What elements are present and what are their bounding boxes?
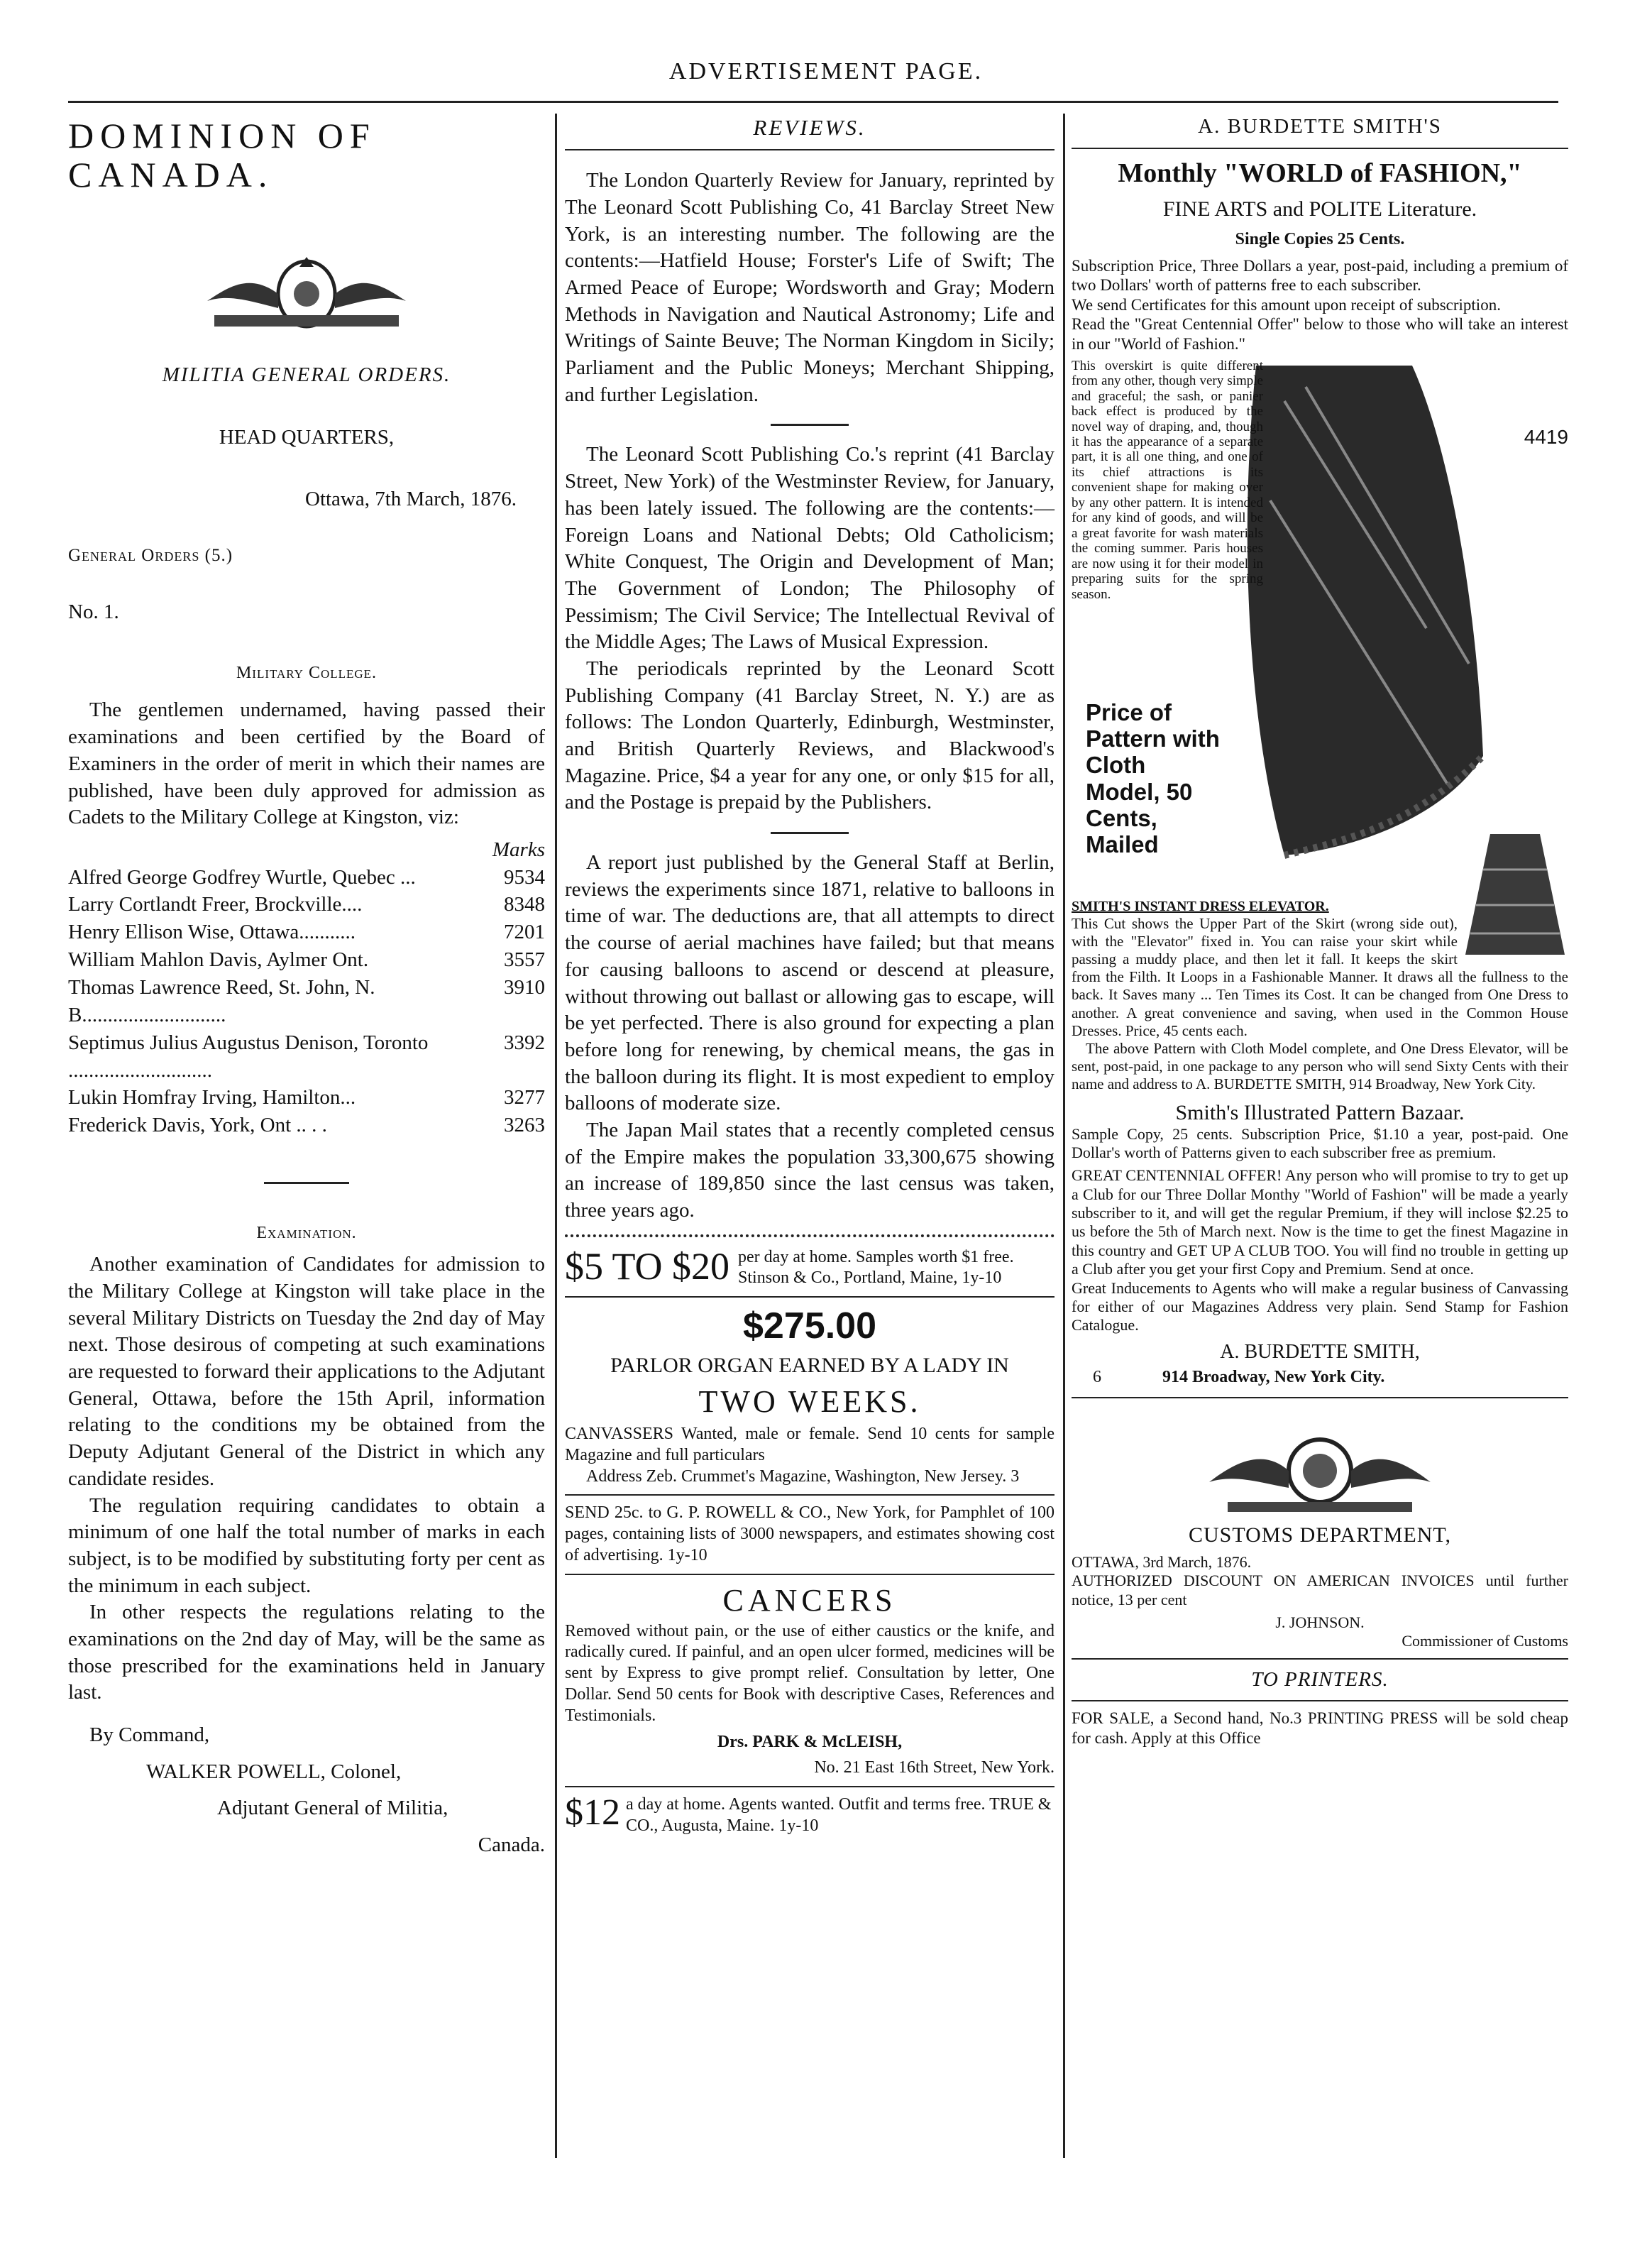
footnote-number: 6 <box>1093 1367 1101 1386</box>
customs-signer-role: Commissioner of Customs <box>1402 1632 1568 1650</box>
section-rule <box>1072 1658 1568 1660</box>
overskirt-ad <box>1072 358 1568 898</box>
pattern-offer: The above Pattern with Cloth Model complete, and One Dress Elevator, will be sent, post-paid, in one package to any person who will send Sixty Cents with their name and address to A. BURDETTE SMITH, 914 Broadway, New York City. <box>1072 1039 1568 1093</box>
printers-title: TO PRINTERS. <box>1251 1667 1389 1691</box>
customs-date: OTTAWA, 3rd March, 1876. <box>1072 1552 1252 1571</box>
review-westminster: The Leonard Scott Publishing Co.'s reprint (41 Barclay Street, New York) of the Westminster Review, for January, has been lately issued. The following are the contents:—Foreign Loans and National Debts; Old Catholicism; White Conquest, The Origin and Development of Man; The Government of London; The Philosophy of Pessimism; The Civil Service; The Intellectual Revival of the Middle Ages; The Laws of Musical Expression. <box>565 443 1054 654</box>
ad-five-to-twenty-amount: $5 TO $20 <box>565 1246 730 1288</box>
signer-name: WALKER POWELL, Colonel, <box>146 1760 402 1783</box>
cancers-address: No. 21 East 16th Street, New York. <box>814 1758 1054 1777</box>
table-row: Thomas Lawrence Reed, St. John, N. B............................ 3910 <box>68 976 545 1026</box>
smith-signature: A. BURDETTE SMITH, <box>1220 1340 1420 1363</box>
organ-ad-line1: PARLOR ORGAN EARNED BY A LADY IN <box>610 1354 1009 1378</box>
dress-elevator-body: This Cut shows the Upper Part of the Skirt (wrong side out), with the "Elevator" fixed in. You can raise your skirt while passing a muddy place, and then let it fall. It keeps the skirt from the Filth. It Loops in a Fashionable Manner. It draws all the fullness to the back. It Saves many ... Ten Times its Cost. It can be changed from One Dress to another. A great convenience and saving, when used in the Common House Dresses. Price, 45 cents each. <box>1072 914 1568 1039</box>
customs-notice: AUTHORIZED DISCOUNT ON AMERICAN INVOICES until further notice, 13 per cent <box>1072 1572 1568 1608</box>
organ-ad-amount: $275.00 <box>743 1305 876 1347</box>
review-japan-census: The Japan Mail states that a recently completed census of the Empire makes the population 33,300,675 showing an increase of 189,850 since the last census was taken, three years ago. <box>565 1118 1054 1222</box>
ad-five-to-twenty <box>565 1247 1054 1290</box>
customs-body <box>1072 1572 1568 1609</box>
order-number: No. 1. <box>68 600 119 623</box>
smith-address-line <box>1072 1368 1568 1387</box>
certificates-note: We send Certificates for this amount upon receipt of subscription. <box>1072 295 1501 314</box>
review-london-quarterly: The London Quarterly Review for January, reprinted by The Leonard Scott Publishing Co, 41 Barclay Street New York, is an interesting number. The following are the contents:—Hatfield House; Forster's Life of Swift; The Armed Peace of Europe; Wordsworth and Gray; Modern Methods in Navigation and Nautical Astronomy; Life and Writings of Sainte Beuve; The Norman Kingdom in Sicily; Parliament and the Public Moneys; Merchant Shipping, and further Legislation. <box>565 169 1054 406</box>
smith-title: A. BURDETTE SMITH'S <box>1198 115 1442 138</box>
table-row: Septimus Julius Augustus Denison, Toronto ............................ 3392 <box>68 1031 545 1082</box>
exam-paragraph-3: In other respects the regulations relating to the examinations on the 2nd day of May, will be the same as those prescribed for the examinations held in January last. <box>68 1601 545 1704</box>
agents-notice: Great Inducements to Agents who will make a regular business of Canvassing for either of our Magazines Address very plain. Send Stamp for Fashion Catalogue. <box>1072 1278 1568 1334</box>
magazine-title: Monthly "WORLD of FASHION," <box>1118 158 1522 188</box>
head-quarters: HEAD QUARTERS, <box>219 425 395 449</box>
marks-label: Marks <box>492 838 545 861</box>
signer-role: Adjutant General of Militia, <box>217 1797 448 1820</box>
general-orders: General Orders (5.) <box>68 546 233 566</box>
page-header: ADVERTISEMENT PAGE. <box>668 58 984 84</box>
dress-elevator-heading: SMITH'S INSTANT DRESS ELEVATOR. <box>1072 898 1329 914</box>
table-row: Alfred George Godfrey Wurtle, Quebec ... 9534 <box>68 865 545 889</box>
examination-heading: Examination. <box>256 1224 357 1243</box>
military-college-heading: Military College. <box>236 664 378 683</box>
signer-country: Canada. <box>478 1833 545 1857</box>
table-row: Lukin Homfray Irving, Hamilton... 3277 <box>68 1086 545 1109</box>
exam-paragraph-2: The regulation requiring candidates to obtain a minimum of one half the total number of marks in each subject, is to be modified by substituting forty per cent as the minimum in each subject. <box>68 1493 545 1597</box>
smith-address: 914 Broadway, New York City. <box>1162 1367 1385 1386</box>
ad-rule <box>565 1786 1054 1787</box>
ad-divider <box>565 1234 1054 1237</box>
organ-ad-address: Address Zeb. Crummet's Magazine, Washington, New Jersey. 3 <box>586 1467 1020 1486</box>
dress-elevator-ad <box>1072 898 1568 1094</box>
cadet-marks-table <box>68 864 545 1140</box>
by-command: By Command, <box>89 1723 210 1747</box>
title-rule <box>1072 148 1568 149</box>
centennial-offer: GREAT CENTENNIAL OFFER! Any person who will promise to try to get up a Club for our Three Dollar Monthy "World of Fashion" will be made a yearly subscriber to it, and will get the regular Premium, if they will inclose $2.25 to us before the 5th of March next. Now is the time to get the finest Magazine in this country and GET UP A CLUB TOO. You will find no trouble in getting up a Club after you get your first Copy and Premium. Send at once. <box>1072 1166 1568 1278</box>
single-copies: Single Copies 25 Cents. <box>1235 229 1405 248</box>
figure-number: 4419 <box>1524 425 1568 448</box>
dress-elevator-illustration <box>1462 827 1568 962</box>
review-periodicals: The periodicals reprinted by the Leonard Scott Publishing Company (41 Barclay Street, N. Y.) are as follows: The London Quarterly, Edinburgh, Westminster, and British Quarterly Reviews, and Blackwood's Magazine. Price, $4 a year for any one, or only $15 for all, and the Postage is prepaid by the Publishers. <box>565 657 1054 814</box>
magazine-subtitle: FINE ARTS and POLITE Literature. <box>1162 197 1477 221</box>
ad-twelve-amount: $12 <box>565 1794 620 1833</box>
header-rule <box>68 101 1558 103</box>
pattern-price: Price of Pattern with Cloth Model, 50 Cents, Mailed <box>1086 698 1220 858</box>
ad-five-to-twenty-text: per day at home. Samples worth $1 free. Stinson & Co., Portland, Maine, 1y-10 <box>738 1247 1014 1288</box>
overskirt-description: This overskirt is quite different from any other, though very simple and graceful; the sash, or panier back effect is produced by the novel way of draping, and, though it has the appearance of a separate part, it is all one thing, and one of its chief attractions is its convenient shape for making over by any other pattern. It is intended for any kind of goods, and will be a great favorite for wash materials the coming summer. Paris houses are now using it for their model in preparing suits for the spring season. <box>1072 358 1263 602</box>
title-rule <box>565 149 1054 150</box>
cancers-body: Removed without pain, or the use of either caustics or the knife, and radically cured. If painful, and an open ulcer formed, medicines will be sent by Express to give prompt relief. Consultation by letter, One Dollar. Send 50 cents for Book with descriptive Cases, References and Testimonials. <box>565 1621 1054 1725</box>
customs-signer: J. JOHNSON. <box>1275 1613 1365 1631</box>
review-divider <box>771 424 849 426</box>
column-reviews <box>565 114 1054 1836</box>
subscription-price: Subscription Price, Three Dollars a year, post-paid, including a premium of two Dollars' worth of patterns free to each subscriber. <box>1072 256 1568 295</box>
orders-date: Ottawa, 7th March, 1876. <box>305 488 517 511</box>
intro-paragraph: The gentlemen undernamed, having passed their examinations and been certified by the Board of Examiners in the order of merit in which their names are published, have been duly approved for admission as Cadets to the Military College at Kingston, viz: <box>68 698 545 829</box>
review-balloons: A report just published by the General Staff at Berlin, reviews the experiments since 1871, relative to balloons in time of war. The deductions are, that all attempts to direct the course of aerial machines have failed; but that means for causing balloons to ascend or descend at pleasure, without throwing out ballast or allowing gas to escape, will be yet perfected. There is also ground for expecting a plan before long for renewing, by chemical means, the gas in the balloon during its flight. It is most expedient to employ balloons of moderate size. <box>565 851 1054 1115</box>
section-rule <box>1072 1700 1568 1701</box>
table-row: Frederick Davis, York, Ont .. . . 3263 <box>68 1114 545 1137</box>
column-militia <box>68 114 545 1859</box>
centennial-note: Read the "Great Centennial Offer" below to those who will take an interest in our "World of Fashion." <box>1072 315 1568 353</box>
printers-body: FOR SALE, a Second hand, No.3 PRINTING PRESS will be sold cheap for cash. Apply at this Office <box>1072 1709 1568 1748</box>
pattern-bazaar-body: Sample Copy, 25 cents. Subscription Price, $1.10 a year, post-paid. One Dollar's worth of Patterns given to each subscriber free as premium. <box>1072 1124 1568 1161</box>
exam-paragraph-1: Another examination of Candidates for admission to the Military College at Kingston will take place in the several Military Districts on Tuesday the 2nd day of May next. Those desirous of competing at such examinations are requested to forward their applications to the Adjutant General, Ottawa, before the 15th April, information relating to the conditions my be obtained from the Deputy Adjutant General of the District in which any candidate resides. <box>68 1253 545 1490</box>
organ-ad-line2: TWO WEEKS. <box>698 1384 921 1420</box>
ad-rule <box>565 1574 1054 1575</box>
table-row: Henry Ellison Wise, Ottawa........... 7201 <box>68 921 545 944</box>
royal-arms-emblem <box>1199 1427 1441 1519</box>
ad-twelve-text: a day at home. Agents wanted. Outfit and terms free. TRUE & CO., Augusta, Maine. 1y-10 <box>626 1794 1052 1835</box>
reviews-title: REVIEWS. <box>753 115 866 140</box>
coat-of-arms-emblem <box>200 244 413 336</box>
ad-rule <box>565 1494 1054 1496</box>
organ-ad-body: CANVASSERS Wanted, male or female. Send 10 cents for sample Magazine and full particulars <box>565 1425 1054 1464</box>
column-divider-1 <box>555 114 557 2158</box>
ad-twelve-dollars <box>565 1794 1054 1837</box>
review-divider <box>771 832 849 834</box>
rowell-ad: SEND 25c. to G. P. ROWELL & CO., New York, for Pamphlet of 100 pages, containing lists of 3000 newspapers, and estimates showing cost of advertising. 1y-10 <box>565 1503 1054 1564</box>
section-rule <box>1072 1397 1568 1398</box>
ad-rule <box>565 1296 1054 1298</box>
table-row: Larry Cortlandt Freer, Brockville.... 8348 <box>68 893 545 916</box>
dominion-title: DOMINION OF CANADA. <box>68 116 376 194</box>
pattern-bazaar-title: Smith's Illustrated Pattern Bazaar. <box>1175 1100 1465 1124</box>
section-divider <box>264 1182 349 1184</box>
cancers-title: CANCERS <box>722 1582 897 1618</box>
table-row: William Mahlon Davis, Aylmer Ont. 3557 <box>68 948 545 972</box>
customs-title: CUSTOMS DEPARTMENT, <box>1188 1523 1452 1547</box>
cancers-doctors: Drs. PARK & McLEISH, <box>717 1733 903 1752</box>
column-divider-2 <box>1063 114 1065 2158</box>
orders-title: MILITIA GENERAL ORDERS. <box>162 363 451 386</box>
column-fashion <box>1072 114 1568 1748</box>
